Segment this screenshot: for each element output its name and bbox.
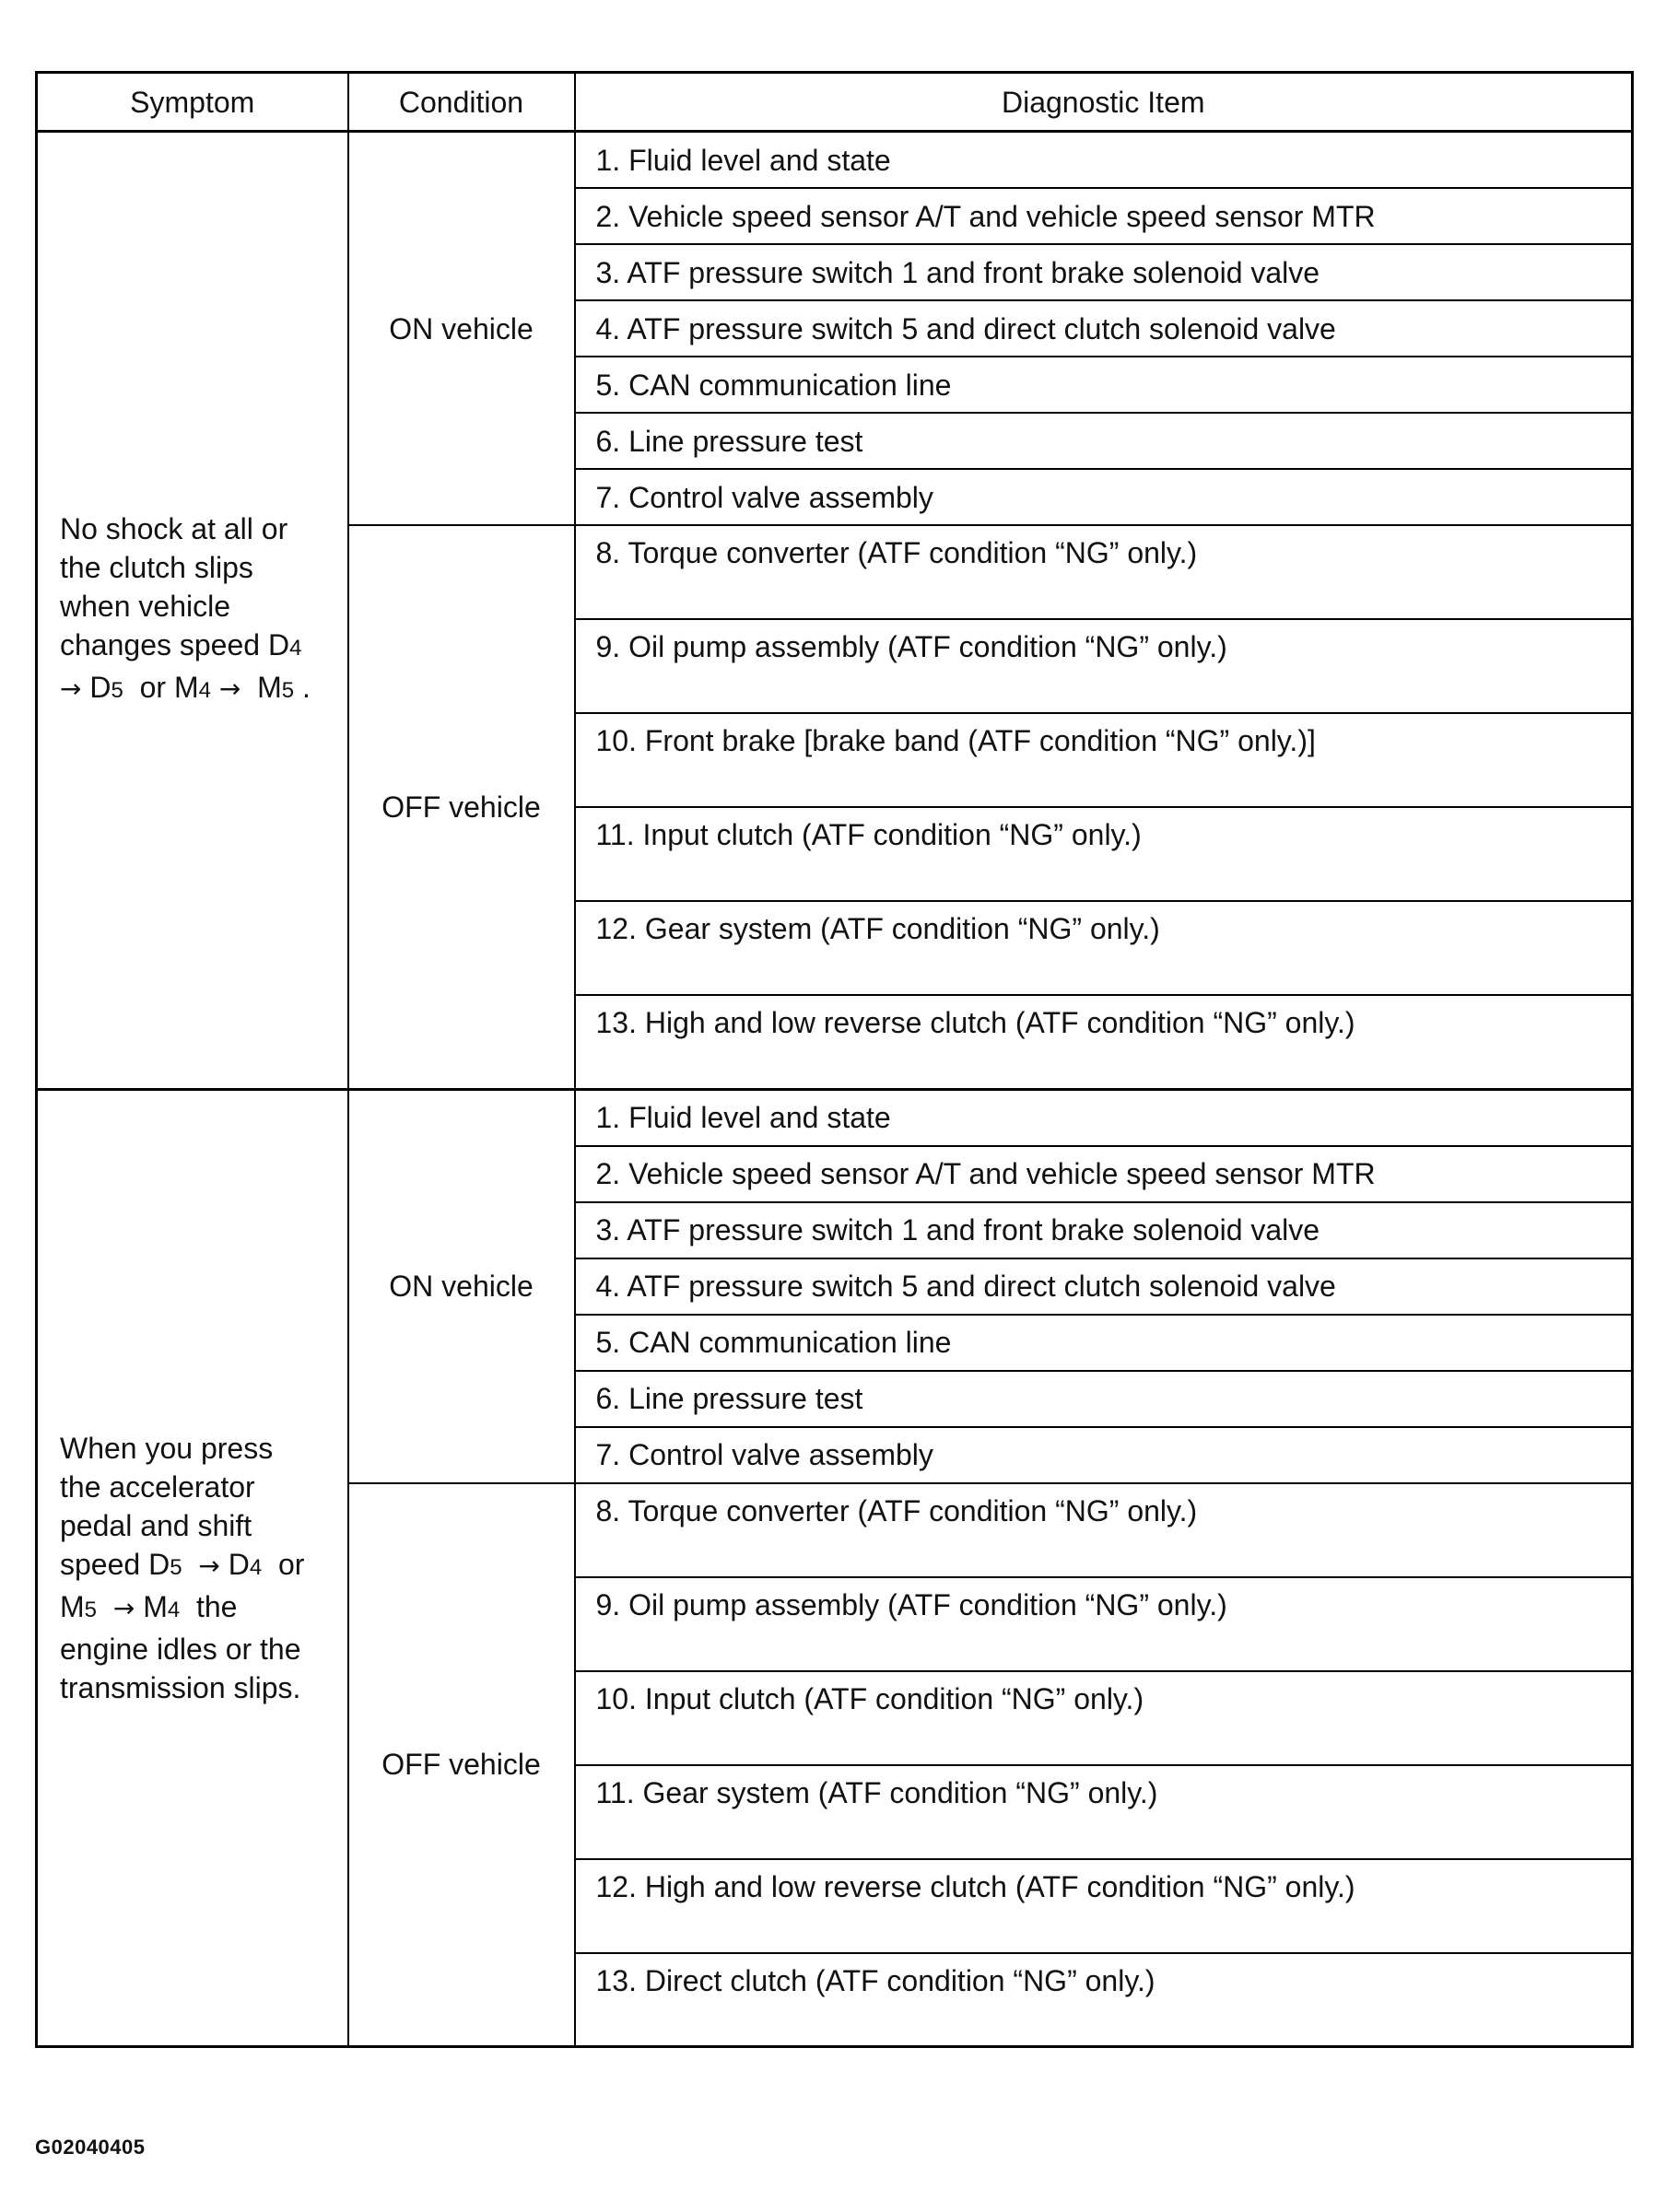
diagnostic-item: 10. Front brake [brake band (ATF condition “NG” only.)] xyxy=(575,713,1633,807)
table-header-row xyxy=(37,73,1633,132)
diagnostic-item: 13. Direct clutch (ATF condition “NG” only.) xyxy=(575,1953,1633,2047)
diagnostic-item: 5. CAN communication line xyxy=(575,357,1633,413)
symptom-1-line: → D5 or M4 → M5 . xyxy=(60,671,311,705)
symptom-2-line: transmission slips. xyxy=(60,1670,301,1704)
diagnosis-table xyxy=(35,71,1634,2048)
diagnostic-item: 11. Input clutch (ATF condition “NG” only.) xyxy=(575,807,1633,901)
symptom-2-line: the accelerator xyxy=(60,1469,255,1504)
diagnostic-item: 6. Line pressure test xyxy=(575,1371,1633,1427)
table-row xyxy=(37,132,1633,189)
diagnostic-item: 1. Fluid level and state xyxy=(575,1089,1633,1146)
condition-on-vehicle-2: ON vehicle xyxy=(348,1089,575,1483)
diagnostic-item: 6. Line pressure test xyxy=(575,413,1633,469)
condition-off-vehicle-1: OFF vehicle xyxy=(348,525,575,1089)
diagnostic-item: 1. Fluid level and state xyxy=(575,132,1633,189)
diagnostic-item: 8. Torque converter (ATF condition “NG” only.) xyxy=(575,525,1633,619)
diagnostic-item: 12. Gear system (ATF condition “NG” only.) xyxy=(575,901,1633,995)
symptom-1-line: the clutch slips xyxy=(60,551,253,585)
arrow-right-icon: → xyxy=(182,1550,229,1581)
symptom-cell-1 xyxy=(37,132,348,1090)
diagnostic-item: 13. High and low reverse clutch (ATF condition “NG” only.) xyxy=(575,995,1633,1089)
condition-off-vehicle-2: OFF vehicle xyxy=(348,1483,575,2047)
diagnostic-item: 10. Input clutch (ATF condition “NG” only.) xyxy=(575,1671,1633,1765)
symptom-1-line: changes speed D4 xyxy=(60,628,302,662)
diagnostic-item: 3. ATF pressure switch 1 and front brake solenoid valve xyxy=(575,244,1633,300)
header-symptom: Symptom xyxy=(37,73,348,132)
arrow-right-icon: → xyxy=(97,1592,144,1623)
figure-code: G02040405 xyxy=(35,2136,146,2159)
arrow-right-icon: → xyxy=(60,673,82,705)
diagnostic-item: 5. CAN communication line xyxy=(575,1315,1633,1371)
symptom-2-line: engine idles or the xyxy=(60,1632,301,1666)
symptom-2-line: When you press xyxy=(60,1431,274,1465)
diagnostic-item: 2. Vehicle speed sensor A/T and vehicle speed sensor MTR xyxy=(575,1146,1633,1202)
diagnostic-item: 2. Vehicle speed sensor A/T and vehicle speed sensor MTR xyxy=(575,188,1633,244)
symptom-2-line: pedal and shift xyxy=(60,1508,252,1542)
diagnostic-item: 7. Control valve assembly xyxy=(575,469,1633,525)
symptom-cell-2 xyxy=(37,1089,348,2047)
diagnostic-item: 9. Oil pump assembly (ATF condition “NG” only.) xyxy=(575,619,1633,713)
diagnostic-item: 4. ATF pressure switch 5 and direct clutch solenoid valve xyxy=(575,300,1633,357)
symptom-2-line: M5 → M4 the xyxy=(60,1589,238,1623)
symptom-1-line: when vehicle xyxy=(60,590,230,624)
diagnostic-item: 9. Oil pump assembly (ATF condition “NG” only.) xyxy=(575,1577,1633,1671)
header-condition: Condition xyxy=(348,73,575,132)
diagnostic-item: 12. High and low reverse clutch (ATF condition “NG” only.) xyxy=(575,1859,1633,1953)
diagnostic-item: 7. Control valve assembly xyxy=(575,1427,1633,1483)
diagnostic-item: 3. ATF pressure switch 1 and front brake solenoid valve xyxy=(575,1202,1633,1258)
symptom-1-line: No shock at all or xyxy=(60,512,288,546)
diagnostic-item: 8. Torque converter (ATF condition “NG” only.) xyxy=(575,1483,1633,1577)
diagnostic-item: 4. ATF pressure switch 5 and direct clutch solenoid valve xyxy=(575,1258,1633,1315)
header-diagnostic-item: Diagnostic Item xyxy=(575,73,1633,132)
diagnostic-item: 11. Gear system (ATF condition “NG” only.) xyxy=(575,1765,1633,1859)
symptom-2-line: speed D5 → D4 or xyxy=(60,1547,305,1581)
arrow-right-icon: → xyxy=(210,673,250,705)
table-row xyxy=(37,1089,1633,1146)
condition-on-vehicle-1: ON vehicle xyxy=(348,132,575,526)
